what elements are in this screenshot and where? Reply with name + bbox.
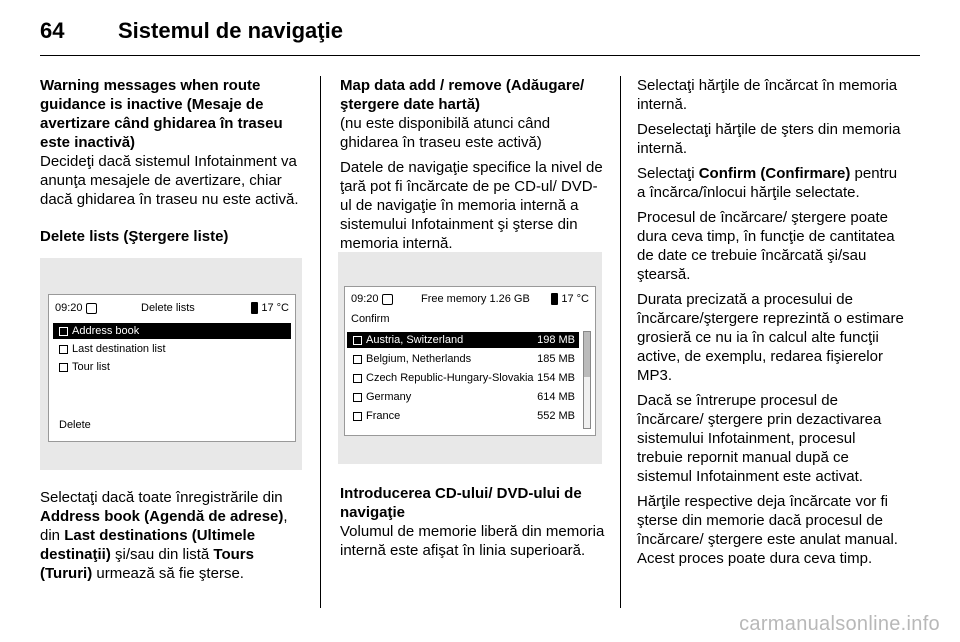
list-item-last-destination[interactable]: Last destination list <box>53 341 295 357</box>
screen-title: Free memory 1.26 GB <box>421 293 530 305</box>
page-title: Sistemul de navigaţie <box>118 18 343 43</box>
status-bar <box>49 300 295 316</box>
map-item-france[interactable]: France 552 MB <box>347 408 579 424</box>
column-1-bottom <box>40 488 306 589</box>
map-item-czech[interactable]: Czech Republic-Hungary-Slovakia 154 MB <box>347 370 579 386</box>
column-1 <box>40 76 306 252</box>
scrollbar-thumb[interactable] <box>584 332 590 377</box>
checkbox-checked-icon <box>59 327 68 336</box>
list-item-tour-list[interactable]: Tour list <box>53 359 295 375</box>
phone-icon <box>251 302 258 314</box>
scrollbar[interactable] <box>583 331 591 429</box>
temperature: 17 °C <box>261 302 289 314</box>
clock: 09:20 <box>55 302 83 314</box>
status-bar <box>345 291 595 307</box>
heading-warning-messages: Warning messages when route guidance is inactive (Mesaje de avertizare când ghidarea în traseu este inactivă) <box>40 77 283 151</box>
column-3 <box>637 76 905 574</box>
clock: 09:20 <box>351 293 379 305</box>
para-confirm: Selectaţi Confirm (Confirmare) pentru a încărca/înlocui hărţile selectate. <box>637 165 898 201</box>
para-deselect-maps: Deselectaţi hărţile de şters din memoria internă. <box>637 121 901 157</box>
para-delete-lists: Selectaţi dacă toate înregistrările din Address book (Agendă de adrese), din Last destinations (Ultimele destinaţii) şi/sau din listă Tours (Tururi) urmează să fie şterse. <box>40 489 288 582</box>
column-2-bottom <box>340 484 606 566</box>
para-warning-messages: Decideţi dacă sistemul Infotainment va anunţa mesajele de avertizare, chiar dacă ghidarea în traseu nu este activă. <box>40 153 299 208</box>
para-insert-cd: Volumul de memorie liberă din memoria internă este afişat în linia superioară. <box>340 523 605 559</box>
header-rule <box>40 55 920 56</box>
para-duration: Procesul de încărcare/ ştergere poate dura ceva timp, în funcţie de cantitatea de date ce trebuie încărcată şi/sau ştearsă. <box>637 209 895 283</box>
para-map-data: Datele de navigaţie specifice la nivel de ţară pot fi încărcate de pe CD-ul/ DVD-ul de navigaţie în memoria internă a sistemului Infotainment şi şterse din memoria internă. <box>340 159 603 252</box>
heading-insert-cd: Introducerea CD-ului/ DVD-ului de navigaţie <box>340 485 582 521</box>
temperature: 17 °C <box>561 293 589 305</box>
column-divider <box>320 76 321 608</box>
screen-title: Delete lists <box>141 302 195 314</box>
column-2 <box>340 76 606 259</box>
checkbox-checked-icon <box>353 336 362 345</box>
para-select-maps: Selectaţi hărţile de încărcat în memoria internă. <box>637 77 898 113</box>
para-map-data-note: (nu este disponibilă atunci când ghidarea în traseu este activă) <box>340 115 551 151</box>
map-item-belgium[interactable]: Belgium, Netherlands 185 MB <box>347 351 579 367</box>
list-item-address-book[interactable]: Address book <box>53 323 291 339</box>
checkbox-icon <box>353 412 362 421</box>
navigation-icon <box>86 303 97 314</box>
heading-delete-lists: Delete lists (Ştergere liste) <box>40 228 229 245</box>
watermark: carmanualsonline.info <box>739 613 940 635</box>
checkbox-icon <box>353 355 362 364</box>
checkbox-icon <box>353 374 362 383</box>
checkbox-icon <box>353 393 362 402</box>
column-divider <box>620 76 621 608</box>
delete-lists-screenshot <box>40 258 302 470</box>
page-header <box>40 18 343 44</box>
heading-map-data: Map data add / remove (Adăugare/ ştergere date hartă) <box>340 77 585 113</box>
page-number: 64 <box>40 18 65 43</box>
map-data-screenshot <box>338 252 602 464</box>
phone-icon <box>551 293 558 305</box>
map-item-germany[interactable]: Germany 614 MB <box>347 389 579 405</box>
map-item-austria[interactable]: Austria, Switzerland 198 MB <box>347 332 579 348</box>
navigation-icon <box>382 294 393 305</box>
map-data-display <box>344 286 596 436</box>
delete-button[interactable]: Delete <box>59 419 91 431</box>
checkbox-icon <box>59 363 68 372</box>
delete-lists-display <box>48 294 296 442</box>
checkbox-icon <box>59 345 68 354</box>
para-cancel: Hărţile respective deja încărcate vor fi şterse din memorie dacă procesul de încărcare/ ştergere este anulat manual. Acest proces poate dura ceva timp. <box>637 493 898 567</box>
para-estimate: Durata precizată a procesului de încărcare/ştergere reprezintă o estimare grosieră ce nu ia în calcul alte funcţii active, de exemplu, redarea fişierelor MP3. <box>637 291 904 384</box>
para-interrupt: Dacă se întrerupe procesul de încărcare/ ştergere prin dezactivarea sistemului Infotainment, procesul trebuie repornit manual după ce sistemul Infotainment este activat. <box>637 392 882 485</box>
confirm-button[interactable]: Confirm <box>351 313 390 325</box>
